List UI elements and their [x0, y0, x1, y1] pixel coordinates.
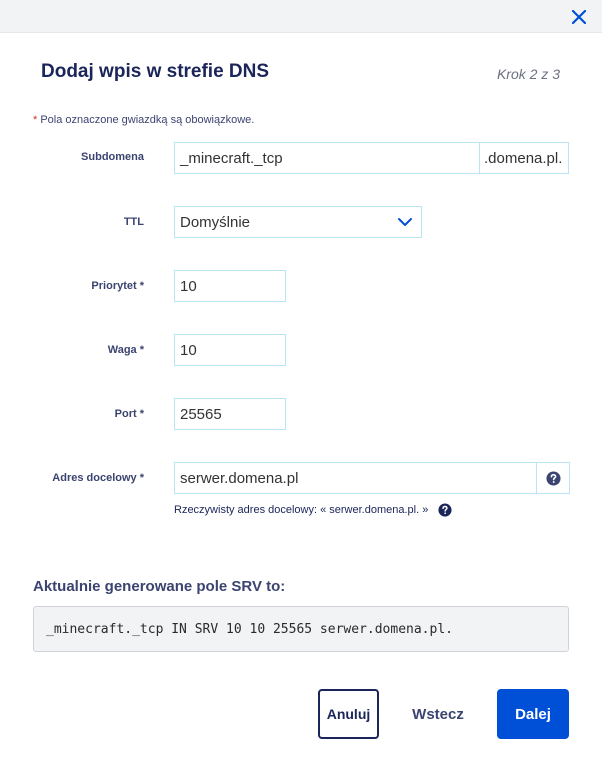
step-indicator: Krok 2 z 3: [496, 66, 560, 82]
effective-address: [174, 503, 452, 517]
required-fields-note: [33, 114, 254, 126]
ttl-select[interactable]: [174, 206, 422, 238]
close-icon: [572, 10, 586, 24]
question-circle-icon: [546, 471, 561, 486]
port-label: Port *: [114, 408, 144, 420]
srv-record-preview: _minecraft._tcp IN SRV 10 10 25565 serwer.domena.pl.: [33, 606, 569, 652]
weight-label: Waga *: [107, 344, 144, 356]
required-star: *: [33, 114, 38, 126]
next-button[interactable]: Dalej: [497, 689, 569, 739]
question-circle-icon[interactable]: [438, 503, 452, 517]
close-button[interactable]: [568, 6, 590, 28]
effective-address-text: Rzeczywisty adres docelowy: « serwer.domena.pl. »: [174, 504, 429, 516]
ttl-label: TTL: [123, 216, 144, 228]
ttl-selected-value: Domyślnie: [180, 213, 251, 231]
target-address-input[interactable]: serwer.domena.pl: [174, 462, 537, 494]
srv-section-title: Aktualnie generowane pole SRV to:: [33, 578, 286, 595]
back-button[interactable]: Wstecz: [412, 705, 464, 723]
priority-input[interactable]: 10: [174, 270, 286, 302]
subdomain-label: Subdomena: [81, 151, 144, 163]
target-address-label: Adres docelowy *: [52, 472, 144, 484]
required-note-text: Pola oznaczone gwiazdką są obowiązkowe.: [37, 114, 255, 126]
dialog-header-bar: [0, 0, 602, 33]
target-help-button[interactable]: [537, 462, 570, 494]
subdomain-suffix: .domena.pl.: [480, 142, 569, 174]
chevron-down-icon: [397, 215, 413, 229]
priority-label: Priorytet *: [91, 280, 144, 292]
subdomain-input[interactable]: _minecraft._tcp: [174, 142, 480, 174]
weight-input[interactable]: 10: [174, 334, 286, 366]
port-input[interactable]: 25565: [174, 398, 286, 430]
cancel-button[interactable]: Anuluj: [318, 689, 379, 739]
dialog-title: Dodaj wpis w strefie DNS: [41, 61, 270, 82]
